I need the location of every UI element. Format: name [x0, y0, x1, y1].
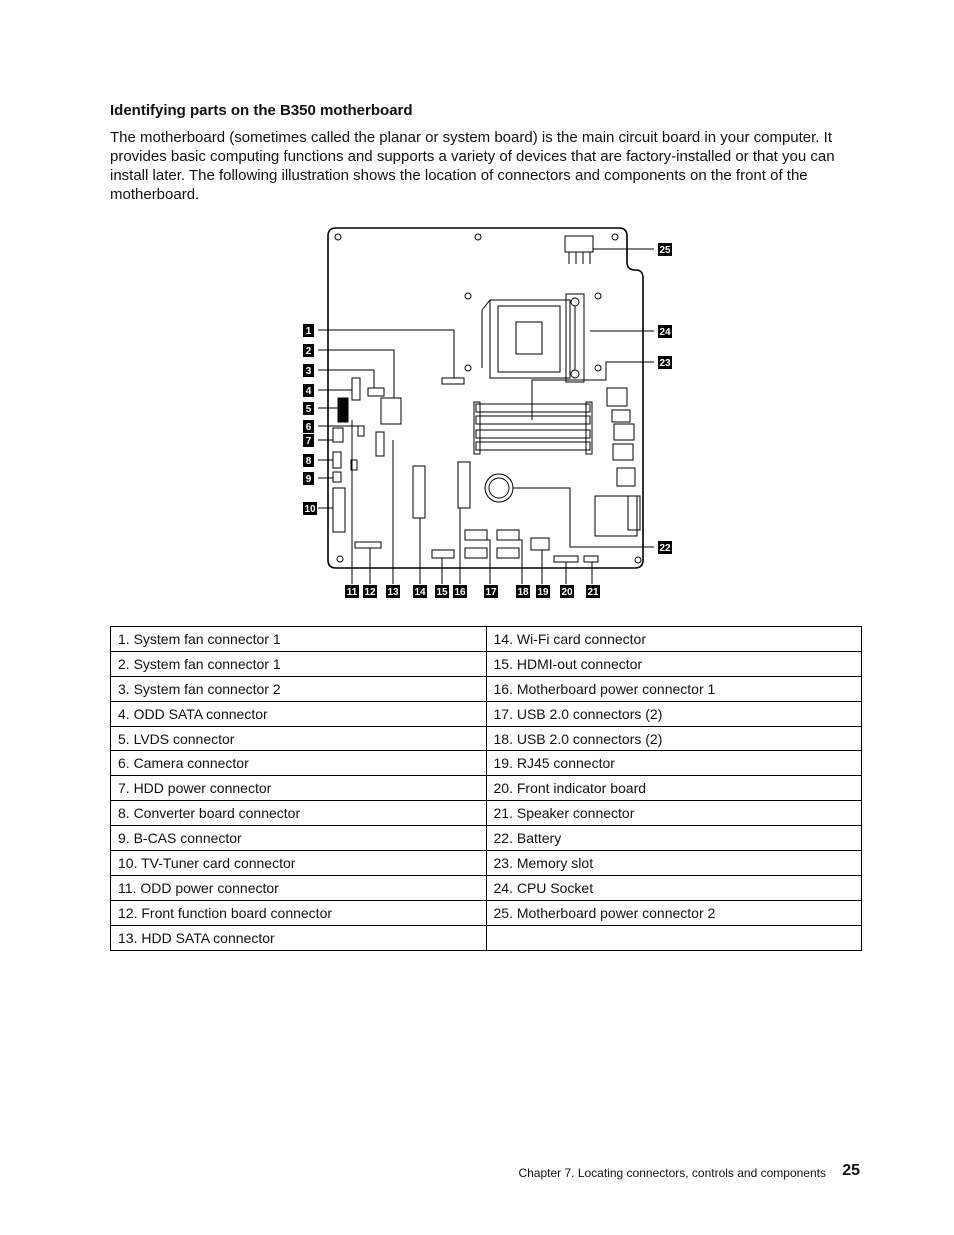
svg-text:18: 18: [517, 587, 529, 598]
table-cell: 7. HDD power connector: [111, 776, 487, 801]
table-cell: 16. Motherboard power connector 1: [486, 676, 862, 701]
table-cell: 23. Memory slot: [486, 851, 862, 876]
table-row: [111, 627, 862, 652]
table-row: [111, 776, 862, 801]
table-cell: 22. Battery: [486, 826, 862, 851]
callout-23: [658, 356, 672, 369]
table-cell: 13. HDD SATA connector: [111, 925, 487, 950]
table-cell: 11. ODD power connector: [111, 875, 487, 900]
table-cell: 4. ODD SATA connector: [111, 701, 487, 726]
svg-text:17: 17: [485, 587, 497, 598]
table-cell: [486, 925, 862, 950]
callout-6: [303, 420, 314, 433]
callout-20: [560, 585, 574, 598]
table-row: [111, 826, 862, 851]
callout-16: [453, 585, 467, 598]
table-cell: 3. System fan connector 2: [111, 676, 487, 701]
svg-text:4: 4: [305, 386, 312, 397]
table-row: [111, 751, 862, 776]
table-cell: 1. System fan connector 1: [111, 627, 487, 652]
motherboard-diagram: [300, 225, 680, 610]
svg-text:7: 7: [305, 436, 312, 447]
table-row: [111, 925, 862, 950]
table-cell: 20. Front indicator board: [486, 776, 862, 801]
svg-text:19: 19: [537, 587, 549, 598]
svg-text:23: 23: [659, 358, 671, 369]
svg-text:15: 15: [436, 587, 448, 598]
svg-text:5: 5: [305, 404, 312, 415]
callout-2: [303, 344, 314, 357]
callout-11: [345, 585, 359, 598]
table-row: [111, 801, 862, 826]
table-cell: 2. System fan connector 1: [111, 651, 487, 676]
svg-text:9: 9: [305, 474, 312, 485]
table-cell: 5. LVDS connector: [111, 726, 487, 751]
table-cell: 18. USB 2.0 connectors (2): [486, 726, 862, 751]
svg-text:20: 20: [561, 587, 573, 598]
callout-21: [586, 585, 600, 598]
svg-text:3: 3: [305, 366, 312, 377]
footer-chapter: Chapter 7. Locating connectors, controls and components: [518, 1166, 826, 1180]
table-cell: 19. RJ45 connector: [486, 751, 862, 776]
table-cell: 12. Front function board connector: [111, 900, 487, 925]
table-cell: 15. HDMI-out connector: [486, 651, 862, 676]
svg-text:8: 8: [305, 456, 312, 467]
table-cell: 24. CPU Socket: [486, 875, 862, 900]
page-number: 25: [842, 1162, 860, 1179]
section-heading: Identifying parts on the B350 motherboard: [110, 102, 413, 119]
table-row: [111, 900, 862, 925]
svg-text:11: 11: [346, 587, 358, 598]
callout-12: [363, 585, 377, 598]
svg-text:10: 10: [304, 504, 316, 515]
svg-text:24: 24: [659, 327, 671, 338]
intro-paragraph: The motherboard (sometimes called the planar or system board) is the main circuit board in your computer. It provides basic computing functions and supports a variety of devices that are factory-installed or that you can install later. The following illustration shows the location of connectors and components on the front of the motherboard.: [110, 129, 835, 203]
table-cell: 10. TV-Tuner card connector: [111, 851, 487, 876]
callout-25: [658, 243, 672, 256]
callout-24: [658, 325, 672, 338]
svg-text:1: 1: [305, 326, 312, 337]
callout-13: [386, 585, 400, 598]
callout-3: [303, 364, 314, 377]
callout-8: [303, 454, 314, 467]
callout-15: [435, 585, 449, 598]
svg-text:21: 21: [587, 587, 599, 598]
callout-9: [303, 472, 314, 485]
table-cell: 21. Speaker connector: [486, 801, 862, 826]
svg-text:22: 22: [659, 543, 671, 554]
callout-5: [303, 402, 314, 415]
parts-table: [110, 626, 862, 951]
svg-text:12: 12: [364, 587, 376, 598]
table-cell: 6. Camera connector: [111, 751, 487, 776]
table-cell: 14. Wi-Fi card connector: [486, 627, 862, 652]
svg-text:13: 13: [387, 587, 399, 598]
table-row: [111, 651, 862, 676]
callout-19: [536, 585, 550, 598]
svg-text:25: 25: [659, 245, 671, 256]
table-row: [111, 875, 862, 900]
table-row: [111, 726, 862, 751]
callout-17: [484, 585, 498, 598]
table-cell: 8. Converter board connector: [111, 801, 487, 826]
svg-text:14: 14: [414, 587, 426, 598]
callout-7: [303, 434, 314, 447]
callout-4: [303, 384, 314, 397]
svg-text:2: 2: [305, 346, 312, 357]
table-row: [111, 676, 862, 701]
table-cell: 9. B-CAS connector: [111, 826, 487, 851]
callout-18: [516, 585, 530, 598]
svg-text:16: 16: [454, 587, 466, 598]
svg-text:6: 6: [305, 422, 312, 433]
table-row: [111, 851, 862, 876]
table-row: [111, 701, 862, 726]
table-cell: 17. USB 2.0 connectors (2): [486, 701, 862, 726]
callout-14: [413, 585, 427, 598]
table-cell: 25. Motherboard power connector 2: [486, 900, 862, 925]
callout-22: [658, 541, 672, 554]
callout-1: [303, 324, 314, 337]
callout-10: [303, 502, 317, 515]
